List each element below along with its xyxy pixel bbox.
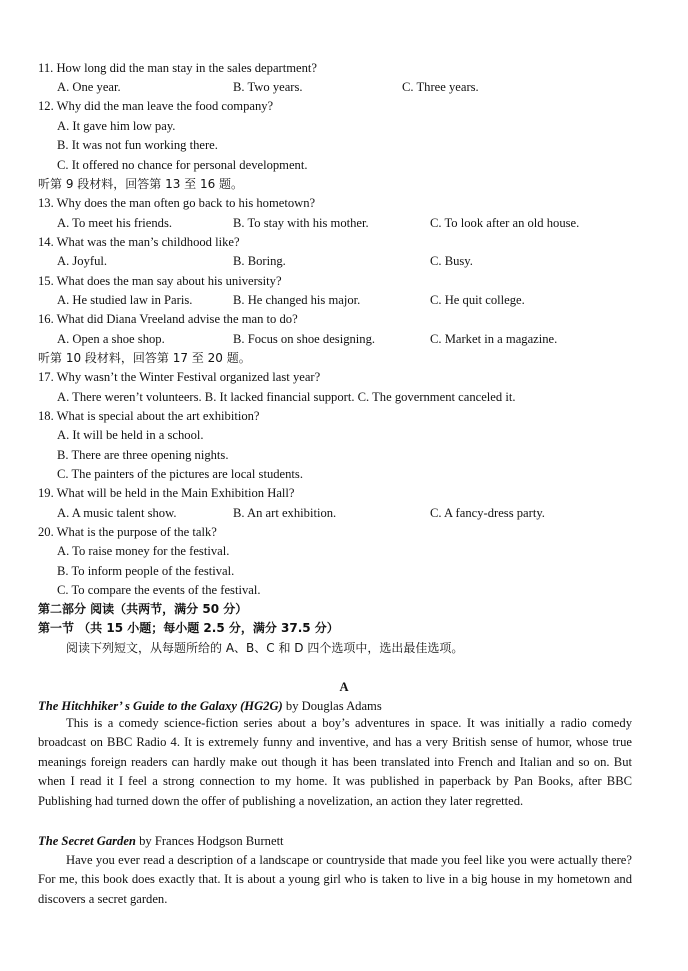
option-11-b: B. Two years.: [233, 80, 303, 94]
book2-title: The Secret Garden: [38, 834, 136, 848]
option-11-c: C. Three years.: [402, 80, 479, 94]
option-15-a: A. He studied law in Paris.: [57, 293, 193, 307]
options-17: A. There weren’t volunteers. B. It lacked financial support. C. The government canceled it.: [57, 390, 516, 404]
section1-title: 第一节 （共 15 小题；每小题 2.5 分，满分 37.5 分）: [38, 621, 339, 635]
option-12-c: C. It offered no chance for personal development.: [57, 158, 308, 172]
book1-title: The Hitchhiker’ s Guide to the Galaxy (HG2G): [38, 699, 283, 713]
question-14: 14. What was the man’s childhood like?: [38, 235, 240, 249]
section-note-10: 听第 10 段材料，回答第 17 至 20 题。: [38, 351, 251, 365]
option-20-b: B. To inform people of the festival.: [57, 564, 235, 578]
option-14-b: B. Boring.: [233, 254, 286, 268]
question-19: 19. What will be held in the Main Exhibition Hall?: [38, 486, 295, 500]
option-12-a: A. It gave him low pay.: [57, 119, 176, 133]
option-15-c: C. He quit college.: [430, 293, 525, 307]
option-16-c: C. Market in a magazine.: [430, 332, 558, 346]
option-13-c: C. To look after an old house.: [430, 216, 580, 230]
option-11-a: A. One year.: [57, 80, 121, 94]
question-12: 12. Why did the man leave the food company?: [38, 99, 274, 113]
option-18-c: C. The painters of the pictures are local students.: [57, 467, 303, 481]
option-14-a: A. Joyful.: [57, 254, 108, 268]
question-11: 11. How long did the man stay in the sales department?: [38, 61, 317, 75]
section-note-9: 听第 9 段材料，回答第 13 至 16 题。: [38, 177, 244, 191]
option-14-c: C. Busy.: [430, 254, 473, 268]
option-18-a: A. It will be held in a school.: [57, 428, 204, 442]
option-12-b: B. It was not fun working there.: [57, 138, 218, 152]
book2-author: by Frances Hodgson Burnett: [135, 834, 284, 848]
book2-paragraph: Have you ever read a description of a landscape or countryside that made you feel like you were actually there? For me, this book does exactly that. It is about a young girl who is taken to live in a big house in my hometown and discovers a secret garden.: [38, 853, 632, 906]
option-13-a: A. To meet his friends.: [57, 216, 173, 230]
passage-letter: A: [339, 680, 349, 694]
option-20-a: A. To raise money for the festival.: [57, 544, 230, 558]
book2-heading: [38, 833, 284, 849]
option-19-a: A. A music talent show.: [57, 506, 177, 520]
option-19-c: C. A fancy-dress party.: [430, 506, 545, 520]
question-15: 15. What does the man say about his university?: [38, 274, 282, 288]
option-13-b: B. To stay with his mother.: [233, 216, 369, 230]
option-18-b: B. There are three opening nights.: [57, 448, 229, 462]
book1-paragraph: This is a comedy science-fiction series about a boy’s adventures in space. It was initially a radio comedy broadcast on BBC Radio 4. It is extremely funny and inventive, and has a very British sense of humor, whose true meanings foreign readers can hardly make out though it has been translated into French and Italian and so on. But when I read it I feel a strong connection to my home. It was published in paperback by Pan Books, after BBC Publishing had turned down the offer of publishing a novelization, an action they later regretted.: [38, 716, 632, 808]
question-18: 18. What is special about the art exhibition?: [38, 409, 260, 423]
reading-instruction: 阅读下列短文，从每题所给的 A、B、C 和 D 四个选项中，选出最佳选项。: [66, 641, 464, 655]
question-16: 16. What did Diana Vreeland advise the man to do?: [38, 312, 298, 326]
book1-author: by Douglas Adams: [282, 699, 382, 713]
question-20: 20. What is the purpose of the talk?: [38, 525, 217, 539]
option-16-b: B. Focus on shoe designing.: [233, 332, 376, 346]
question-17: 17. Why wasn’t the Winter Festival organized last year?: [38, 370, 321, 384]
option-20-c: C. To compare the events of the festival.: [57, 583, 261, 597]
option-19-b: B. An art exhibition.: [233, 506, 337, 520]
book1-heading: [38, 698, 382, 714]
option-15-b: B. He changed his major.: [233, 293, 361, 307]
question-13: 13. Why does the man often go back to his hometown?: [38, 196, 316, 210]
option-16-a: A. Open a shoe shop.: [57, 332, 165, 346]
part2-title: 第二部分 阅读（共两节，满分 50 分）: [38, 602, 248, 616]
